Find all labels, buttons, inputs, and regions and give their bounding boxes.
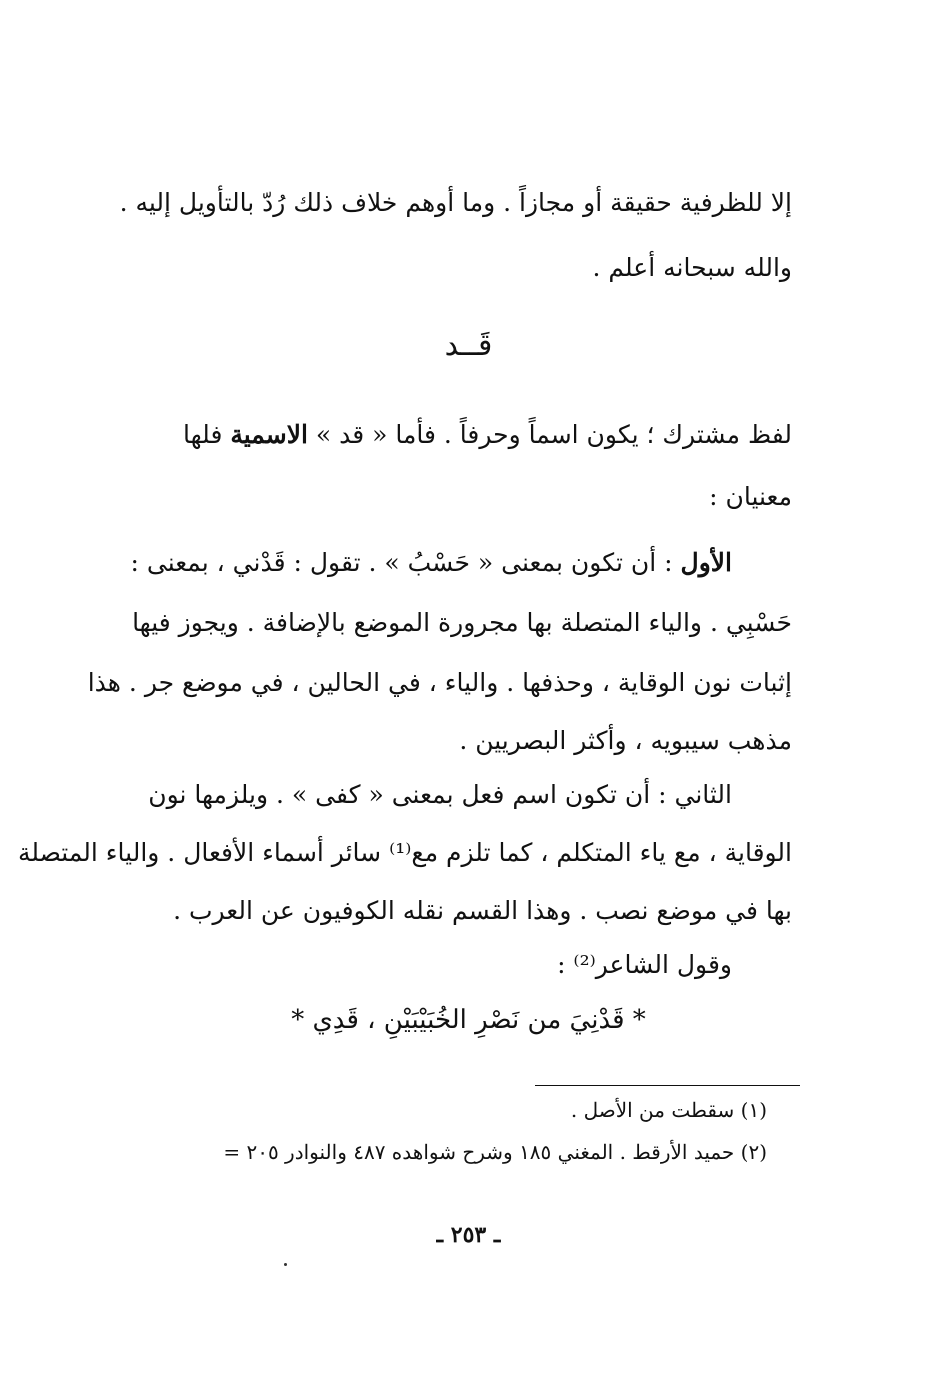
footnote-divider [535, 1085, 800, 1086]
definition-end: فلها [183, 420, 223, 449]
definition-text: لفظ مشترك ؛ يكون اسماً وحرفاً . فأما « قد » [315, 420, 792, 449]
first-meaning-text: : أن تكون بمعنى « حَسْبُ » . تقول : قَدْني ، بمعنى : [130, 548, 673, 577]
section-heading: قَــد [444, 328, 493, 363]
first-meaning-line-4: مذهب سيبويه ، وأكثر البصريين . [459, 726, 792, 755]
first-meaning-label: الأول [680, 548, 732, 577]
page-number: ـ ٢٥٣ ـ [436, 1222, 501, 1248]
definition-line-2: معنيان : [709, 482, 792, 511]
intro-line-1: إلا للظرفية حقيقة أو مجازاً . وما أوهم خلاف ذلك رُدّ بالتأويل إليه . [119, 188, 792, 217]
second-meaning-line-4: وقول الشاعر⁽²⁾ : [557, 950, 732, 979]
footnote-2: (٢) حميد الأرقط . المغني ١٨٥ وشرح شواهده ٤٨٧ والنوادر ٢٠٥ = [223, 1140, 767, 1164]
poetry-verse: * قَدْنِيَ من نَصْرِ الخُبَيْبَيْنِ ، قَدِي * [291, 1005, 646, 1035]
definition-bold-term: الاسمية [230, 420, 308, 449]
footnote-1: (١) سقطت من الأصل . [570, 1098, 767, 1122]
first-meaning-line-2: حَسْبِي . والياء المتصلة بها مجرورة الموضع بالإضافة . ويجوز فيها [132, 608, 792, 637]
intro-line-2: والله سبحانه أعلم . [592, 253, 792, 282]
second-meaning-line-3: بها في موضع نصب . وهذا القسم نقله الكوفيون عن العرب . [173, 896, 792, 925]
first-meaning-line-3: إثبات نون الوقاية ، وحذفها . والياء ، في الحالين ، في موضع جر . هذا [87, 668, 792, 697]
second-meaning-line-1: الثاني : أن تكون اسم فعل بمعنى « كفى » . ويلزمها نون [148, 780, 732, 809]
second-meaning-line-2: الوقاية ، مع ياء المتكلم ، كما تلزم مع⁽¹⁾ سائر أسماء الأفعال . والياء المتصلة [17, 838, 792, 867]
definition-line-1 [183, 420, 792, 449]
first-meaning-line-1 [131, 548, 733, 577]
scan-speck [284, 1263, 287, 1266]
